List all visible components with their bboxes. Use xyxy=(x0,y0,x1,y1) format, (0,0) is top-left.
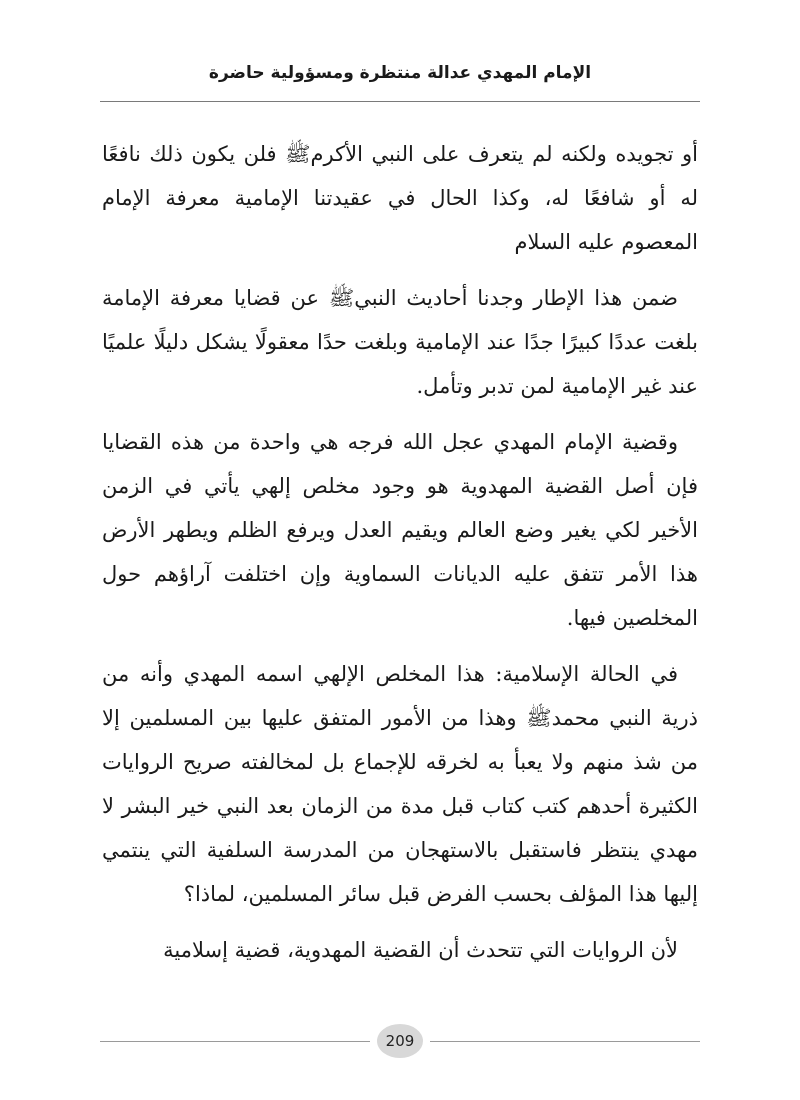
page-number: 209 xyxy=(377,1024,423,1058)
running-header xyxy=(102,58,698,88)
paragraph-4: في الحالة الإسلامية: هذا المخلص الإلهي اسمه المهدي وأنه من ذرية النبي محمدﷺ وهذا من الأمور المتفق عليها بين المسلمين إلا من شذ منهم ولا يعبأ به لخرقه للإجماع بل لمخالفته صريح الروايات الكثيرة أحدهم كتب كتاب قبل مدة من الزمان بعد النبي خير البشر لا مهدي ينتظر فاستقبل بالاستهجان من المدرسة السلفية التي ينتمي إليها هذا المؤلف بحسب الفرض قبل سائر المسلمين، لماذا؟ xyxy=(102,662,698,906)
page-footer xyxy=(100,1022,700,1062)
footer-divider-right xyxy=(430,1041,700,1042)
paragraph-3: وقضية الإمام المهدي عجل الله فرجه هي واحدة من هذه القضايا فإن أصل القضية المهدوية هو وجود مخلص إلهي يأتي في الزمن الأخير لكي يغير وضع العالم ويقيم العدل ويرفع الظلم ويطهر الأرض هذا الأمر تتفق عليه الديانات السماوية وإن اختلفت آراؤهم حول المخلصين فيها. xyxy=(102,430,698,630)
paragraph-2: ضمن هذا الإطار وجدنا أحاديث النبيﷺ عن قضايا معرفة الإمامة بلغت عددًا كبيرًا جدًا عند الإمامية وبلغت حدًا معقولًا يشكل دليلًا علميًا عند غير الإمامية لمن تدبر وتأمل. xyxy=(102,286,698,398)
page-body xyxy=(102,132,698,984)
header-divider xyxy=(100,101,700,102)
paragraph-5: لأن الروايات التي تتحدث أن القضية المهدوية، قضية إسلامية xyxy=(163,938,678,962)
paragraph-1: أو تجويده ولكنه لم يتعرف على النبي الأكرمﷺ فلن يكون ذلك نافعًا له أو شافعًا له، وكذا الحال في عقيدتنا الإمامية معرفة الإمام المعصوم عليه السلام xyxy=(102,142,698,254)
header-title: الإمام المهدي عدالة منتظرة ومسؤولية حاضرة xyxy=(208,63,592,83)
footer-divider-left xyxy=(100,1041,370,1042)
